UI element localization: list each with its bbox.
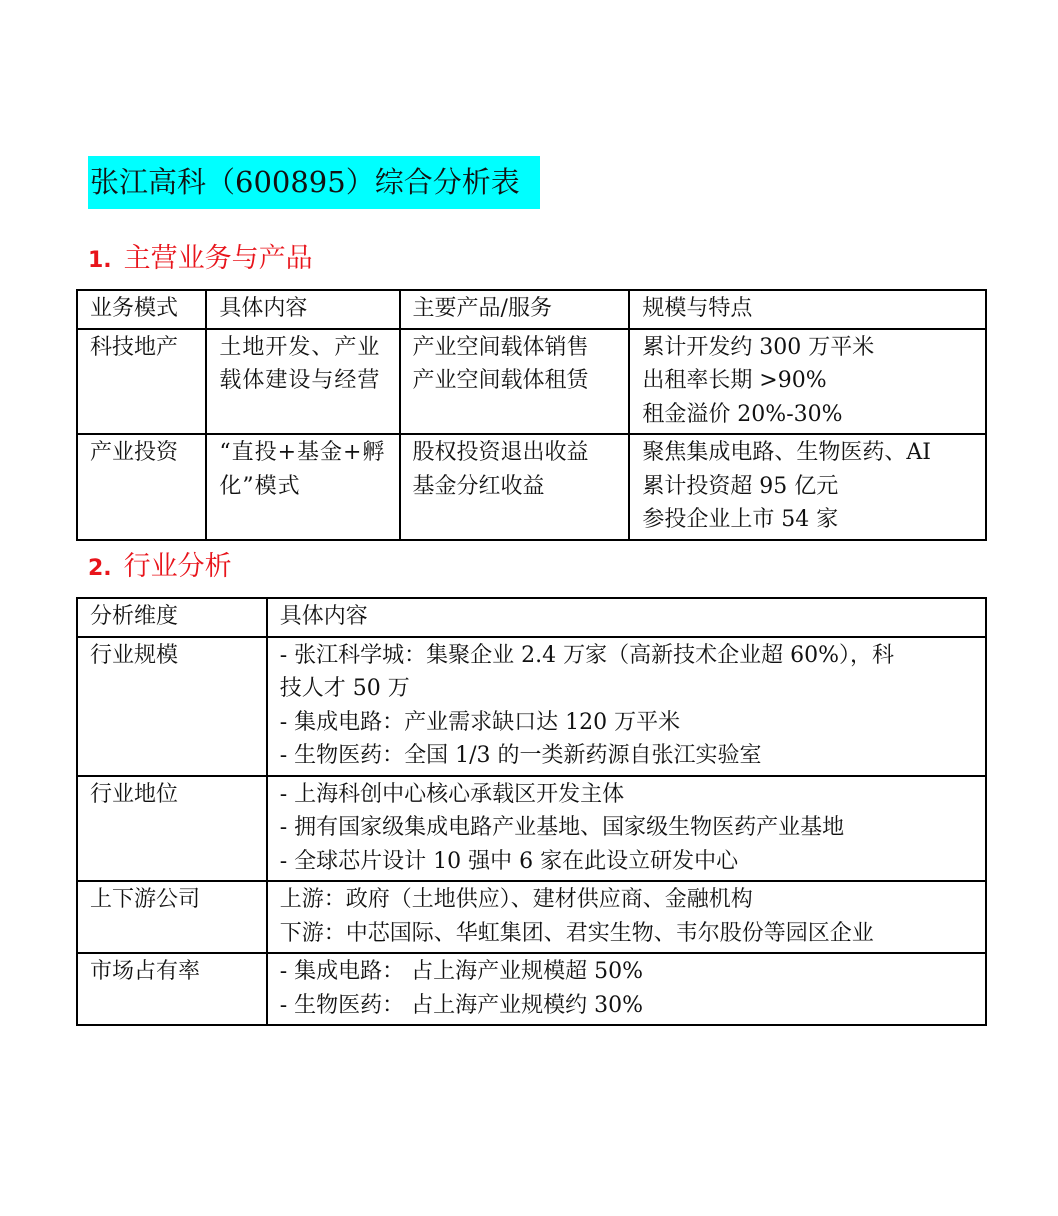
scale-line: 参投企业上市 54 家	[642, 507, 839, 532]
detail-line: - 全球芯片设计 10 强中 6 家在此设立研发中心	[279, 848, 739, 874]
detail-line: - 拥有国家级集成电路产业基地、国家级生物医药产业基地	[279, 815, 845, 840]
cell-detail	[267, 637, 986, 776]
cell-products	[400, 434, 630, 540]
section-number: 1.	[88, 248, 112, 273]
cell-dimension: 行业地位	[77, 776, 267, 882]
scale-line: 累计开发约 300 万平米	[642, 334, 875, 360]
cell-detail	[267, 953, 986, 1025]
product-line: 产业空间载体销售	[412, 334, 589, 360]
cell-content: 土地开发、产业载体建设与经营	[206, 329, 399, 435]
cell-scale	[629, 434, 986, 540]
header-cell: 具体内容	[206, 290, 399, 329]
detail-line: - 生物医药： 占上海产业规模约 30%	[279, 992, 644, 1018]
table-header-row	[77, 290, 986, 329]
detail-line: - 集成电路： 占上海产业规模超 50%	[279, 959, 644, 984]
header-cell: 业务模式	[77, 290, 206, 329]
product-line: 基金分红收益	[412, 473, 545, 499]
product-line: 产业空间载体租赁	[412, 368, 589, 393]
table-row	[77, 329, 986, 435]
scale-line: 聚焦集成电路、生物医药、AI	[642, 440, 931, 465]
section-title: 行业分析	[123, 551, 232, 582]
cell-detail	[267, 881, 986, 953]
table-row	[77, 881, 986, 953]
cell-dimension: 上下游公司	[77, 881, 267, 953]
scale-line: 出租率长期 >90%	[642, 368, 827, 393]
table-row	[77, 434, 986, 540]
detail-line: - 集成电路：产业需求缺口达 120 万平米	[279, 709, 681, 735]
detail-line: - 上海科创中心核心承载区开发主体	[279, 781, 625, 807]
header-cell: 具体内容	[267, 598, 986, 637]
detail-line: 上游：政府（土地供应）、建材供应商、金融机构	[279, 887, 753, 912]
scale-line: 租金溢价 20%-30%	[642, 401, 843, 427]
detail-line: 技人才 50 万	[279, 676, 410, 701]
section-heading-main-business	[88, 236, 313, 275]
header-cell: 规模与特点	[629, 290, 986, 329]
cell-dimension: 市场占有率	[77, 953, 267, 1025]
cell-content: “直投+基金+孵化”模式	[206, 434, 399, 540]
product-line: 股权投资退出收益	[412, 440, 589, 465]
document-title: 张江高科（600895）综合分析表	[88, 156, 540, 209]
table-row	[77, 776, 986, 882]
detail-line: - 生物医药：全国 1/3 的一类新药源自张江实验室	[279, 743, 762, 768]
header-cell: 分析维度	[77, 598, 267, 637]
detail-line: - 张江科学城：集聚企业 2.4 万家（高新技术企业超 60%），科	[279, 642, 895, 668]
cell-products	[400, 329, 630, 435]
table-row	[77, 637, 986, 776]
cell-mode: 科技地产	[77, 329, 206, 435]
section-number: 2.	[88, 556, 112, 581]
cell-mode: 产业投资	[77, 434, 206, 540]
detail-line: 下游：中芯国际、华虹集团、君实生物、韦尔股份等园区企业	[279, 920, 874, 946]
table-row	[77, 953, 986, 1025]
cell-detail	[267, 776, 986, 882]
cell-dimension: 行业规模	[77, 637, 267, 776]
cell-scale	[629, 329, 986, 435]
header-cell: 主要产品/服务	[400, 290, 630, 329]
scale-line: 累计投资超 95 亿元	[642, 473, 839, 499]
main-business-table	[76, 289, 987, 541]
section-title: 主营业务与产品	[123, 243, 313, 274]
table-header-row	[77, 598, 986, 637]
industry-analysis-table	[76, 597, 987, 1026]
section-heading-industry	[88, 544, 232, 583]
